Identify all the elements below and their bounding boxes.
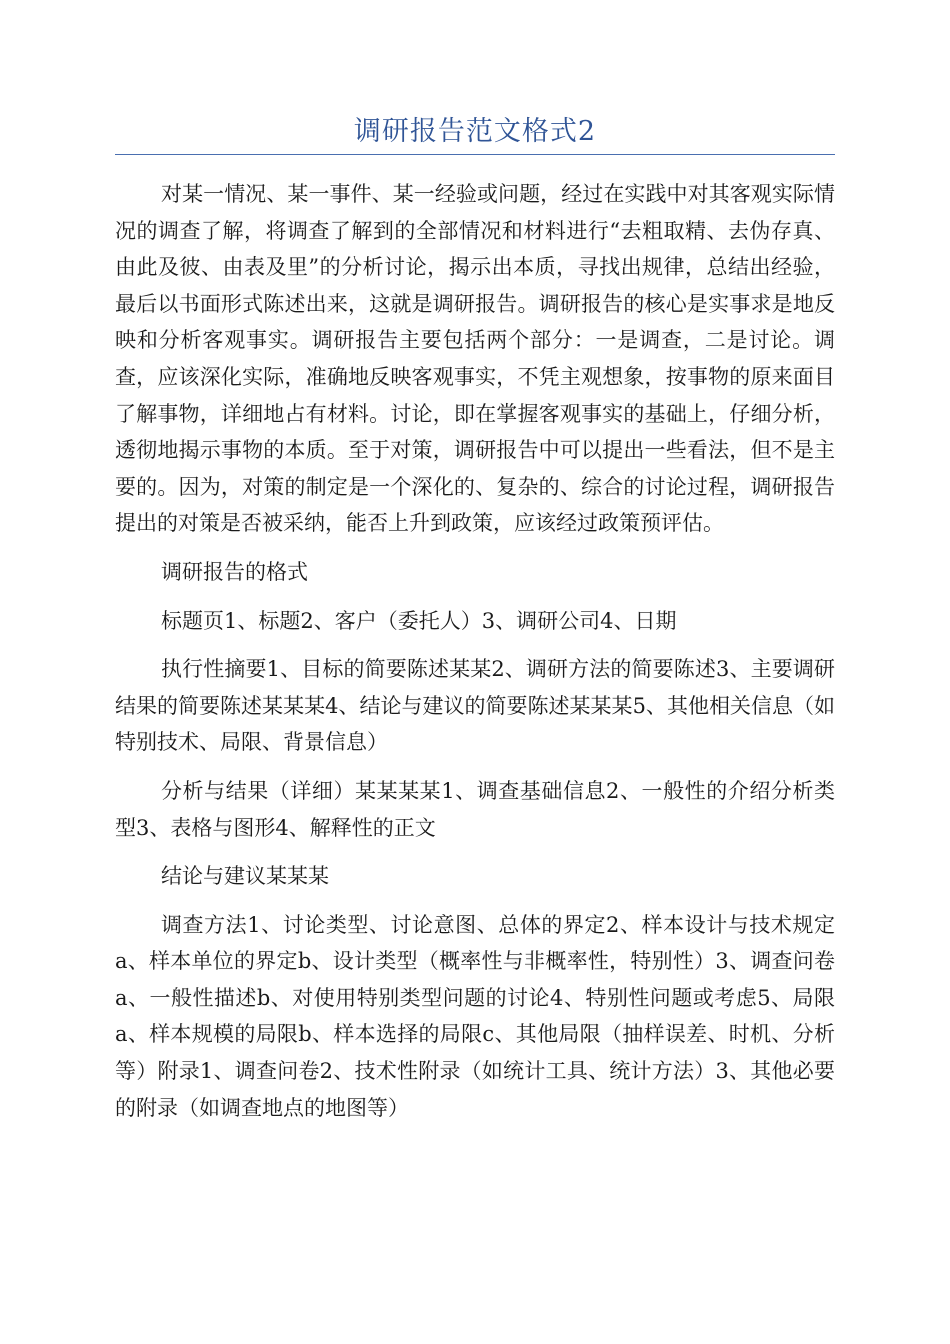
- paragraph-format-heading: 调研报告的格式: [161, 559, 308, 584]
- title-underline: [115, 154, 835, 155]
- paragraph-intro: 对某一情况、某一事件、某一经验或问题，经过在实践中对其客观实际情况的调查了解，将调查了解到的全部情况和材料进行“去粗取精、去伪存真、由此及彼、由表及里”的分析讨论，揭示出本质，寻找出规律，总结出经验，最后以书面形式陈述出来，这就是调研报告。调研报告的核心是实事求是地反映和分析客观事实。调研报告主要包括两个部分：一是调查，二是讨论。调查，应该深化实际，准确地反映客观事实，不凭主观想象，按事物的原来面目了解事物，详细地占有材料。讨论，即在掌握客观事实的基础上，仔细分析，透彻地揭示事物的本质。至于对策，调研报告中可以提出一些看法，但不是主要的。因为，对策的制定是一个深化的、复杂的、综合的讨论过程，调研报告提出的对策是否被采纳，能否上升到政策，应该经过政策预评估。: [115, 182, 835, 536]
- paragraph-analysis-results: 分析与结果（详细）某某某某1、调查基础信息2、一般性的介绍分析类型3、表格与图形4、解释性的正文: [115, 778, 835, 840]
- paragraph-title-page: 标题页1、标题2、客户（委托人）3、调研公司4、日期: [161, 608, 677, 633]
- document-title: 调研报告范文格式2: [353, 116, 597, 147]
- document-body: [115, 176, 835, 1126]
- paragraph-conclusions: 结论与建议某某某: [161, 864, 329, 889]
- paragraph-executive-summary: 执行性摘要1、目标的简要陈述某某2、调研方法的简要陈述3、主要调研结果的简要陈述某某某4、结论与建议的简要陈述某某某5、其他相关信息（如特别技术、局限、背景信息）: [115, 657, 835, 755]
- paragraph-methods-appendix: 调查方法1、讨论类型、讨论意图、总体的界定2、样本设计与技术规定a、样本单位的界定b、设计类型（概率性与非概率性，特别性）3、调查问卷a、一般性描述b、对使用特别类型问题的讨论4、特别性问题或考虑5、局限a、样本规模的局限b、样本选择的局限c、其他局限（抽样误差、时机、分析等）附录1、调查问卷2、技术性附录（如统计工具、统计方法）3、其他必要的附录（如调查地点的地图等）: [115, 912, 835, 1120]
